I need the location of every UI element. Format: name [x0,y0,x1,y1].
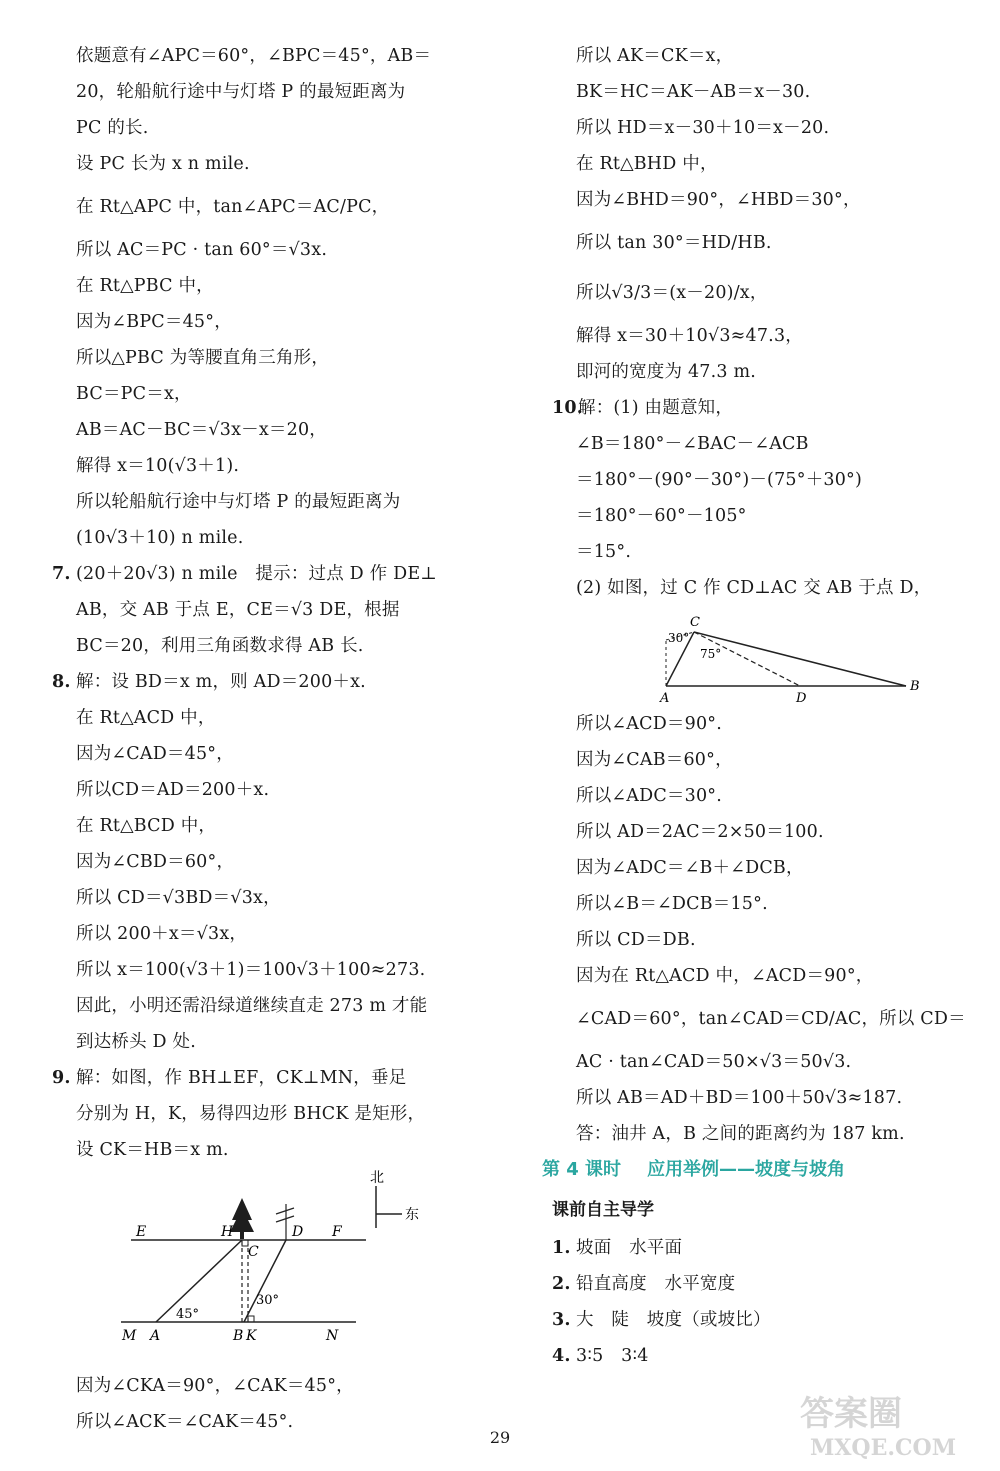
text-line: 所以 x＝100(√3＋1)＝100√3＋100≈273. [76,960,426,980]
text-line: 所以 AB＝AD＋BD＝100＋50√3≈187. [576,1088,903,1108]
text-line: 所以∠ACD＝90°. [576,714,723,734]
item-number: 4. [552,1346,571,1366]
lesson-topic: 应用举例——坡度与坡角 [647,1159,846,1180]
text-line: 解：(1) 由题意知， [578,398,734,418]
label-c: C [248,1244,259,1260]
text-line: 所以∠B＝∠DCB＝15°. [576,894,768,914]
item-number: 1. [552,1238,571,1258]
river-figure [76,1168,476,1368]
text-line: 所以 HD＝x－30＋10＝x－20. [576,118,830,138]
text-line: 因为∠BHD＝90°，∠HBD＝30°， [576,190,861,210]
watermark-logo [790,1383,980,1463]
text-line: 在 Rt△BCD 中， [76,816,217,836]
page-number: 29 [489,1428,511,1447]
item-number: 9. [52,1068,71,1088]
text-line: ＝180°－60°－105° [576,506,747,526]
text-line: 在 Rt△ACD 中， [76,708,216,728]
text-line: BC＝PC＝x， [76,384,192,404]
angle-75-label: 75° [700,647,722,661]
label-h: H [221,1224,234,1240]
segment-cb [694,632,906,686]
item-number: 8. [52,672,71,692]
tree-trunk [240,1230,244,1239]
text-line: 所以∠ADC＝30°. [576,786,723,806]
left-column [52,38,476,1440]
text-line: 在 Rt△BHD 中， [576,154,718,174]
text-line: BC＝20，利用三角函数求得 AB 长. [76,636,364,656]
text-line: 解得 x＝30＋10√3≈47.3， [576,326,803,346]
text-line: ＝15°. [576,542,632,562]
east-label: 东 [405,1207,419,1223]
text-line: 因为在 Rt△ACD 中，∠ACD＝90°， [576,966,874,986]
item-number: 10. [552,398,584,418]
text-line: 所以 CD＝DB. [576,930,696,950]
list-item [552,1266,972,1302]
text-line: 答：油井 A，B 之间的距离约为 187 km. [576,1124,905,1144]
text-line: 因为∠CAD＝45°， [76,744,234,764]
text-line: 依题意有∠APC＝60°，∠BPC＝45°，AB＝ [76,46,432,66]
text-line: 因为∠CBD＝60°， [76,852,235,872]
oil-well-figure [576,606,972,706]
answer-8-line [52,664,476,700]
text-line: ∠B＝180°－∠BAC－∠ACB [576,434,809,454]
lesson-title [542,1152,972,1192]
text-line: 所以 AK＝CK＝x， [576,46,734,66]
item-number: 3. [552,1310,571,1330]
label-c: C [690,615,700,630]
label-m: M [122,1328,137,1344]
item-number: 2. [552,1274,571,1294]
text-line: 所以 AD＝2AC＝2×50＝100. [576,822,824,842]
item-number: 7. [52,564,71,584]
angle-30-label: 30° [256,1293,280,1308]
label-b: B [910,679,920,694]
label-d: D [796,691,807,706]
angle-45-label: 45° [176,1307,200,1322]
watermark-text: MXQE.COM [810,1435,957,1461]
text-line: ＝180°－(90°－30°)－(75°＋30°) [576,470,863,490]
text-line: 因此，小明还需沿绿道继续直走 273 m 才能 [76,996,428,1016]
text-line: (10√3＋10) n mile. [76,528,244,548]
text-line: 因为∠CAB＝60°， [576,750,733,770]
text-line: 设 PC 长为 x n mile. [76,154,250,174]
label-d: D [292,1224,304,1240]
text-line: 因为∠ADC＝∠B＋∠DCB， [576,858,804,878]
text-line: 20，轮船航行途中与灯塔 P 的最短距离为 [76,82,406,102]
text-line: 所以△PBC 为等腰直角三角形， [76,348,330,368]
text-line: 即河的宽度为 47.3 m. [576,362,757,382]
text-line: 因为∠BPC＝45°， [76,312,232,332]
text-line: 解：设 BD＝x m，则 AD＝200＋x. [76,672,366,692]
pole [276,1216,294,1222]
text-line: PC 的长. [76,118,149,138]
text-line: 在 Rt△APC 中，tan∠APC＝AC/PC， [76,197,390,217]
label-a: A [660,691,670,706]
text-line: 所以 AC＝PC · tan 60°＝√3x. [76,240,328,260]
list-item-text: 铅直高度 水平宽度 [576,1274,736,1294]
label-a: A [150,1328,161,1344]
label-b: B [233,1328,244,1344]
label-f: F [332,1224,342,1240]
north-label: 北 [370,1170,384,1186]
lesson-number: 第 4 课时 [542,1159,622,1180]
text-line: 所以CD＝AD＝200＋x. [76,780,270,800]
list-item-text: 3∶5 3∶4 [576,1346,649,1366]
river-diagram [76,1168,476,1368]
right-angle-mark [248,1316,254,1322]
section-subtitle: 课前自主导学 [552,1200,654,1220]
label-k: K [246,1328,257,1344]
answer-7-line [52,556,476,592]
text-line: 在 Rt△PBC 中， [76,276,214,296]
list-item-text: 大 陡 坡度（或坡比） [576,1310,771,1330]
text-line: 分别为 H，K，易得四边形 BHCK 是矩形， [76,1104,426,1124]
answer-9-line [52,1060,476,1096]
answer-10-line [552,390,972,426]
text-line: 解：如图，作 BH⊥EF，CK⊥MN，垂足 [76,1068,407,1088]
text-line: 所以轮船航行途中与灯塔 P 的最短距离为 [76,492,401,512]
text-line: 所以 tan 30°＝HD/HB. [576,233,772,253]
text-line: 所以 200＋x＝√3x， [76,924,248,944]
text-line: 设 CK＝HB＝x m. [76,1140,229,1160]
list-item-text: 坡面 水平面 [576,1238,683,1258]
text-line: BK＝HC＝AK－AB＝x－30. [576,82,811,102]
list-item [552,1338,972,1374]
watermark-text: 答案圈 [800,1394,902,1434]
text-line: 所以 CD＝√3BD＝√3x， [76,888,281,908]
label-e: E [136,1224,147,1240]
list-item [552,1230,972,1266]
text-line: (2) 如图，过 C 作 CD⊥AC 交 AB 于点 D， [576,578,932,598]
text-line: ∠CAD＝60°，tan∠CAD＝CD/AC，所以 CD＝ [576,1009,966,1029]
text-line: AC · tan∠CAD＝50×√3＝50√3. [576,1052,852,1072]
angle-30-label: 30° [668,631,690,645]
pole [276,1208,294,1214]
label-n: N [326,1328,339,1344]
list-item [552,1302,972,1338]
right-column [542,38,972,1374]
text-line: 所以∠ACK＝∠CAK＝45°. [76,1412,294,1432]
text-line: 到达桥头 D 处. [76,1032,197,1052]
text-line: 解得 x＝10(√3＋1). [76,456,240,476]
triangle-diagram [576,606,956,706]
text-line: 所以√3/3＝(x－20)/x， [576,283,768,303]
text-line: AB＝AC－BC＝√3x－x＝20， [76,420,327,440]
text-line: 因为∠CKA＝90°，∠CAK＝45°， [76,1376,354,1396]
text-line: AB，交 AB 于点 E，CE＝√3 DE，根据 [76,600,400,620]
text-line: (20＋20√3) n mile 提示：过点 D 作 DE⊥ [76,564,437,584]
